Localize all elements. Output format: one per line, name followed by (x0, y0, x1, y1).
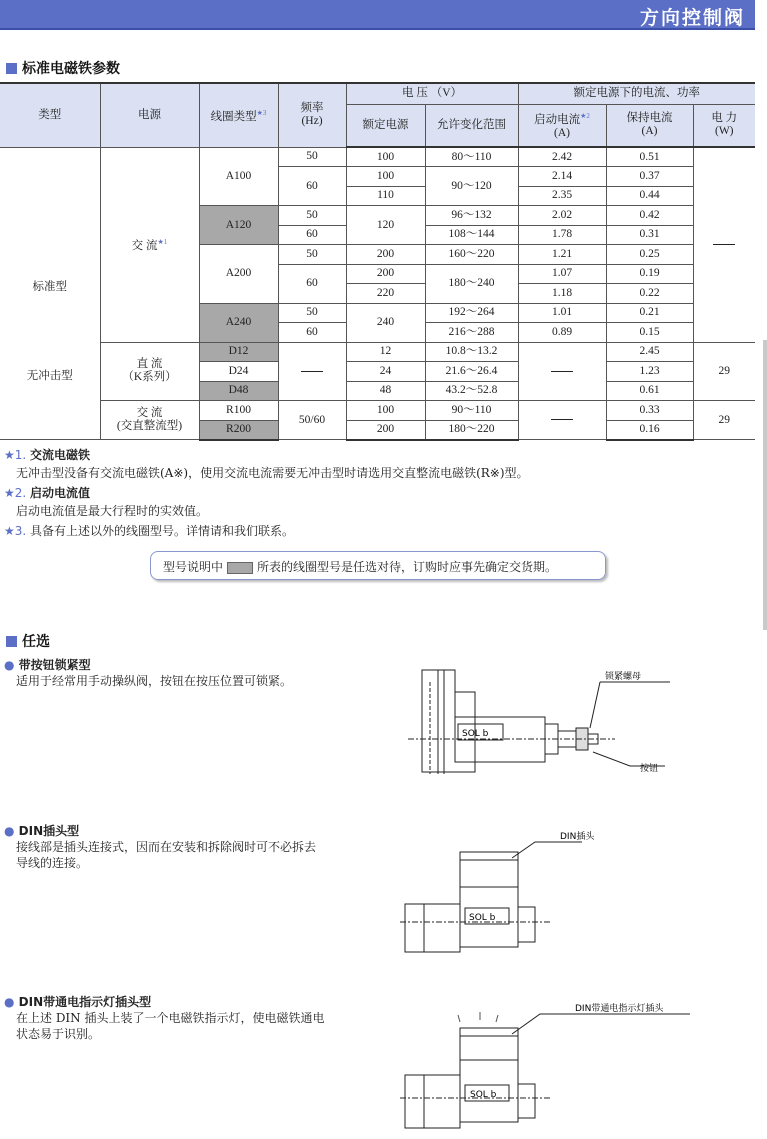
option-din-plug: ● DIN插头型 接线部是插头连接式，因而在安装和拆除阀时可不必拆去 导线的连接。 (4, 824, 317, 870)
freq-dc-dash (278, 342, 346, 401)
power-rect-cell: 交 流 (交直整流型) (100, 401, 199, 440)
callout-label: 锁紧螺母 (605, 672, 642, 682)
coil-cell: R100 (199, 401, 278, 421)
col-header-voltage: 电 压 （V） (346, 83, 518, 104)
table-row: D24 24 21.6～26.4 1.23 (0, 362, 755, 382)
sol-label: SOL b (462, 729, 489, 739)
power-watt-ac (693, 147, 755, 342)
table-row: 60 100 90～120 2.14 0.37 (0, 167, 755, 187)
option-lock-button: ● 带按钮锁紧型 适用于经常用手动操纵阀，按钮在按压位置可锁紧。 (4, 658, 293, 688)
table-row: A240 50 240 192～264 1.01 0.21 (0, 303, 755, 323)
sol-label: SOL b (469, 913, 496, 923)
type-standard: 标准型 (32, 281, 67, 294)
start-dc-dash (518, 342, 606, 401)
table-row: 60 200 180～240 1.07 0.19 (0, 264, 755, 284)
page-header-title: 方向控制阀 (639, 7, 745, 29)
power-watt-dc: 29 (693, 342, 755, 401)
table-row: R200 200 180～220 0.16 (0, 420, 755, 440)
table-row: 60 108～144 1.78 0.31 (0, 225, 755, 245)
col-header-range: 允许变化范围 (425, 104, 518, 147)
callout-label: 按钮 (640, 764, 659, 774)
col-header-start-current: 启动电流$^{★2}$ (A) (518, 104, 606, 147)
note-2: ★2. 启动电流值 启动电流值是最大行程时的实效值。 (4, 486, 209, 518)
power-watt-rect: 29 (693, 401, 755, 440)
col-header-power: 电源 (100, 83, 199, 147)
coil-cell-optional: D12 (199, 342, 278, 362)
bullet-icon: ● (4, 995, 15, 1009)
coil-cell-optional: A240 (199, 303, 278, 342)
sol-label: SOL b (470, 1090, 497, 1100)
coil-cell-optional: A120 (199, 206, 278, 245)
lock-button-drawing (400, 662, 700, 782)
col-header-hold-current: 保持电流 (A) (606, 104, 693, 147)
table-row: 交 流 (交直整流型) R100 50/60 100 90～110 0.33 29 (0, 401, 755, 421)
table-row: 直 流 （K系列） D12 12 10.8～13.2 2.45 29 (0, 342, 755, 362)
coil-cell: A100 (199, 147, 278, 206)
col-header-power-watt: 电 力 (W) (693, 104, 755, 147)
power-ac-cell: 交 流$^{★1}$ (100, 147, 199, 342)
callout-label: DIN带通电指示灯插头 (575, 1004, 664, 1014)
note-box: 型号说明中 所表的线圈型号是任选对待，订购时应事先确定交货期。 (150, 551, 606, 580)
start-rect-dash (518, 401, 606, 440)
table-row: 标准型 无冲击型 交 流$^{★1}$ A100 50 100 80～110 2.42 0.51 (0, 147, 755, 167)
note-3: ★3. 具备有上述以外的线圈型号。详情请和我们联系。 (4, 524, 295, 538)
gray-swatch (227, 562, 253, 574)
coil-cell: A200 (199, 245, 278, 304)
type-cell (0, 147, 100, 440)
coil-cell-optional: R200 (199, 420, 278, 440)
dash-mark (713, 244, 735, 245)
star-mark: ★3 (256, 108, 267, 117)
col-header-rated-voltage: 额定电源 (346, 104, 425, 147)
type-noshock: 无冲击型 (26, 370, 73, 383)
note-1: ★1. 交流电磁铁 无冲击型没备有交流电磁铁(A※)，使用交流电流需要无冲击型时请选用交直整流电磁铁(R※)型。 (4, 448, 529, 480)
table-row: 220 1.18 0.22 (0, 284, 755, 304)
option-din-lamp: ● DIN带通电指示灯插头型 在上述 DIN 插头上装了一个电磁铁指示灯，使电磁铁通电 状态易于识别。 (4, 995, 325, 1041)
section-square-icon (6, 63, 17, 74)
side-divider (763, 340, 767, 630)
callout-label: DIN插头 (560, 832, 595, 842)
table-row: 60 216～288 0.89 0.15 (0, 323, 755, 343)
table-row: A120 50 120 96～132 2.02 0.42 (0, 206, 755, 226)
section-title-solenoid: 标准电磁铁参数 (6, 58, 120, 78)
table-row: 110 2.35 0.44 (0, 186, 755, 206)
din-lamp-drawing (400, 1000, 700, 1135)
coil-cell: D24 (199, 362, 278, 382)
section-square-icon (6, 636, 17, 647)
col-header-coil: 线圈类型$^{★3}$ (199, 83, 278, 147)
bullet-icon: ● (4, 824, 15, 838)
section-title-options: 任选 (6, 631, 50, 651)
din-plug-drawing (400, 822, 640, 962)
col-header-freq: 频率 (Hz) (278, 83, 346, 147)
table-row: A200 50 200 160～220 1.21 0.25 (0, 245, 755, 265)
col-header-type: 类型 (0, 83, 100, 147)
coil-cell-optional: D48 (199, 381, 278, 401)
bullet-icon: ● (4, 658, 15, 672)
page-header-bar (0, 0, 755, 30)
col-header-rated-group: 额定电源下的电流、功率 (518, 83, 755, 104)
table-row: D48 48 43.2～52.8 0.61 (0, 381, 755, 401)
solenoid-spec-table (0, 82, 755, 441)
power-dc-cell: 直 流 （K系列） (100, 342, 199, 401)
